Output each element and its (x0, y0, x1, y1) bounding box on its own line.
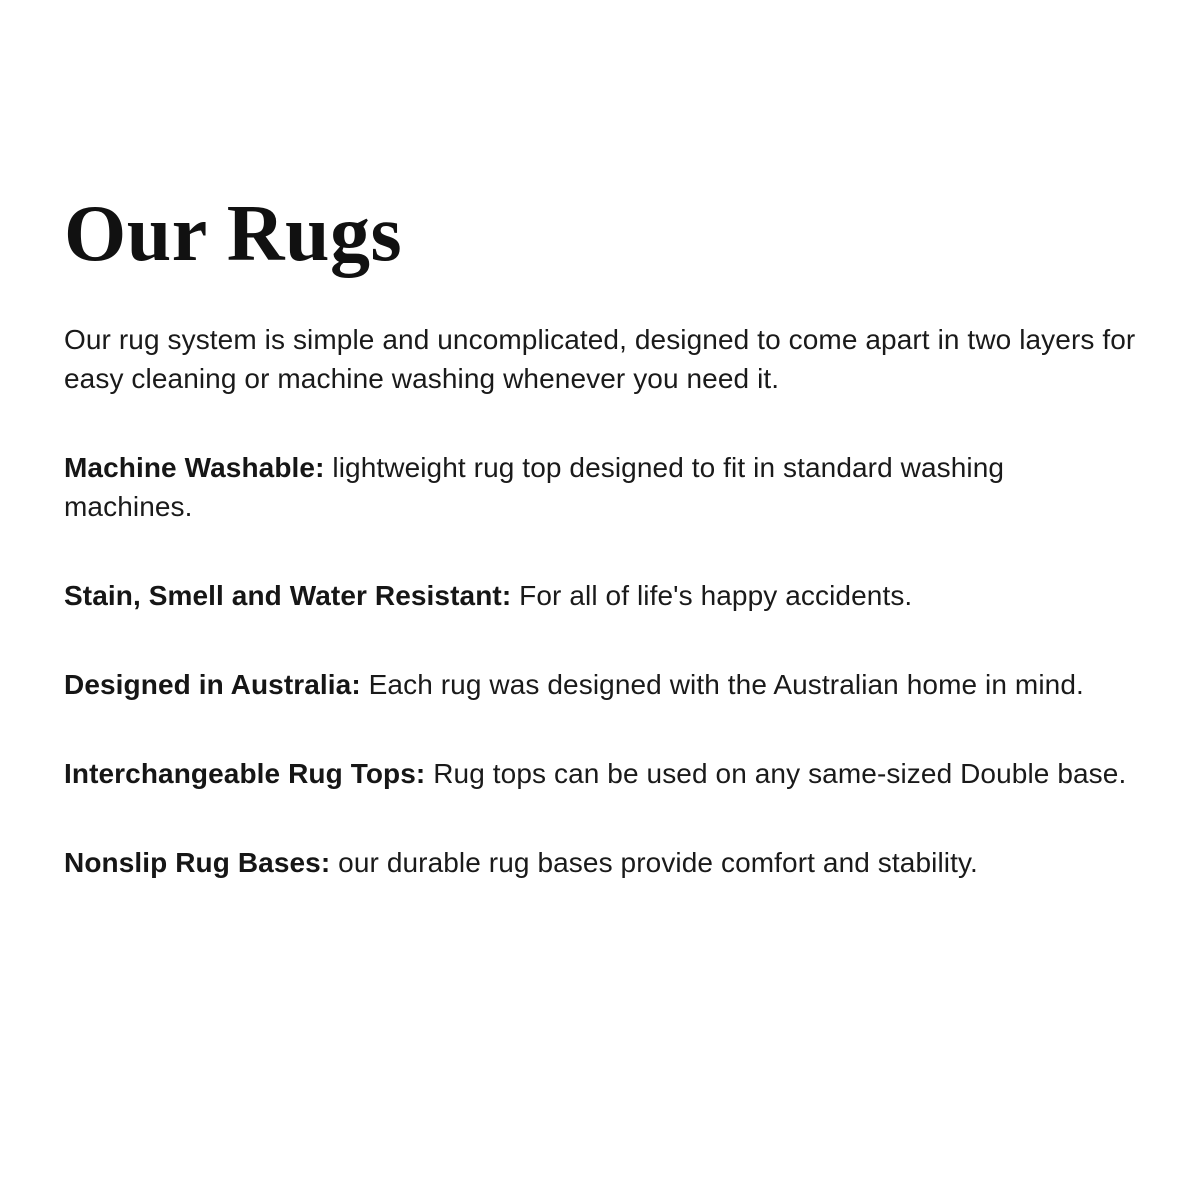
feature-paragraph-designed-in-australia (64, 665, 1136, 704)
feature-text: Rug tops can be used on any same-sized Double base. (425, 758, 1127, 789)
feature-paragraph-nonslip-bases (64, 843, 1136, 882)
feature-paragraph-stain-resistant (64, 576, 1136, 615)
feature-text: our durable rug bases provide comfort and stability. (330, 847, 978, 878)
feature-label: Stain, Smell and Water Resistant: (64, 580, 512, 611)
feature-text: lightweight rug top designed to fit in standard washing machines. (64, 452, 1005, 522)
feature-text: For all of life's happy accidents. (511, 580, 913, 611)
feature-label: Interchangeable Rug Tops: (64, 758, 426, 789)
feature-paragraph-machine-washable (64, 448, 1136, 526)
feature-text: Each rug was designed with the Australian home in mind. (360, 669, 1084, 700)
intro-paragraph: Our rug system is simple and uncomplicated, designed to come apart in two layers for easy cleaning or machine washing whenever you need it. (64, 324, 1136, 394)
feature-paragraph-interchangeable-tops (64, 754, 1136, 793)
feature-label: Machine Washable: (64, 452, 325, 483)
feature-label: Designed in Australia: (64, 669, 361, 700)
feature-label: Nonslip Rug Bases: (64, 847, 331, 878)
page-title: Our Rugs (64, 190, 403, 278)
